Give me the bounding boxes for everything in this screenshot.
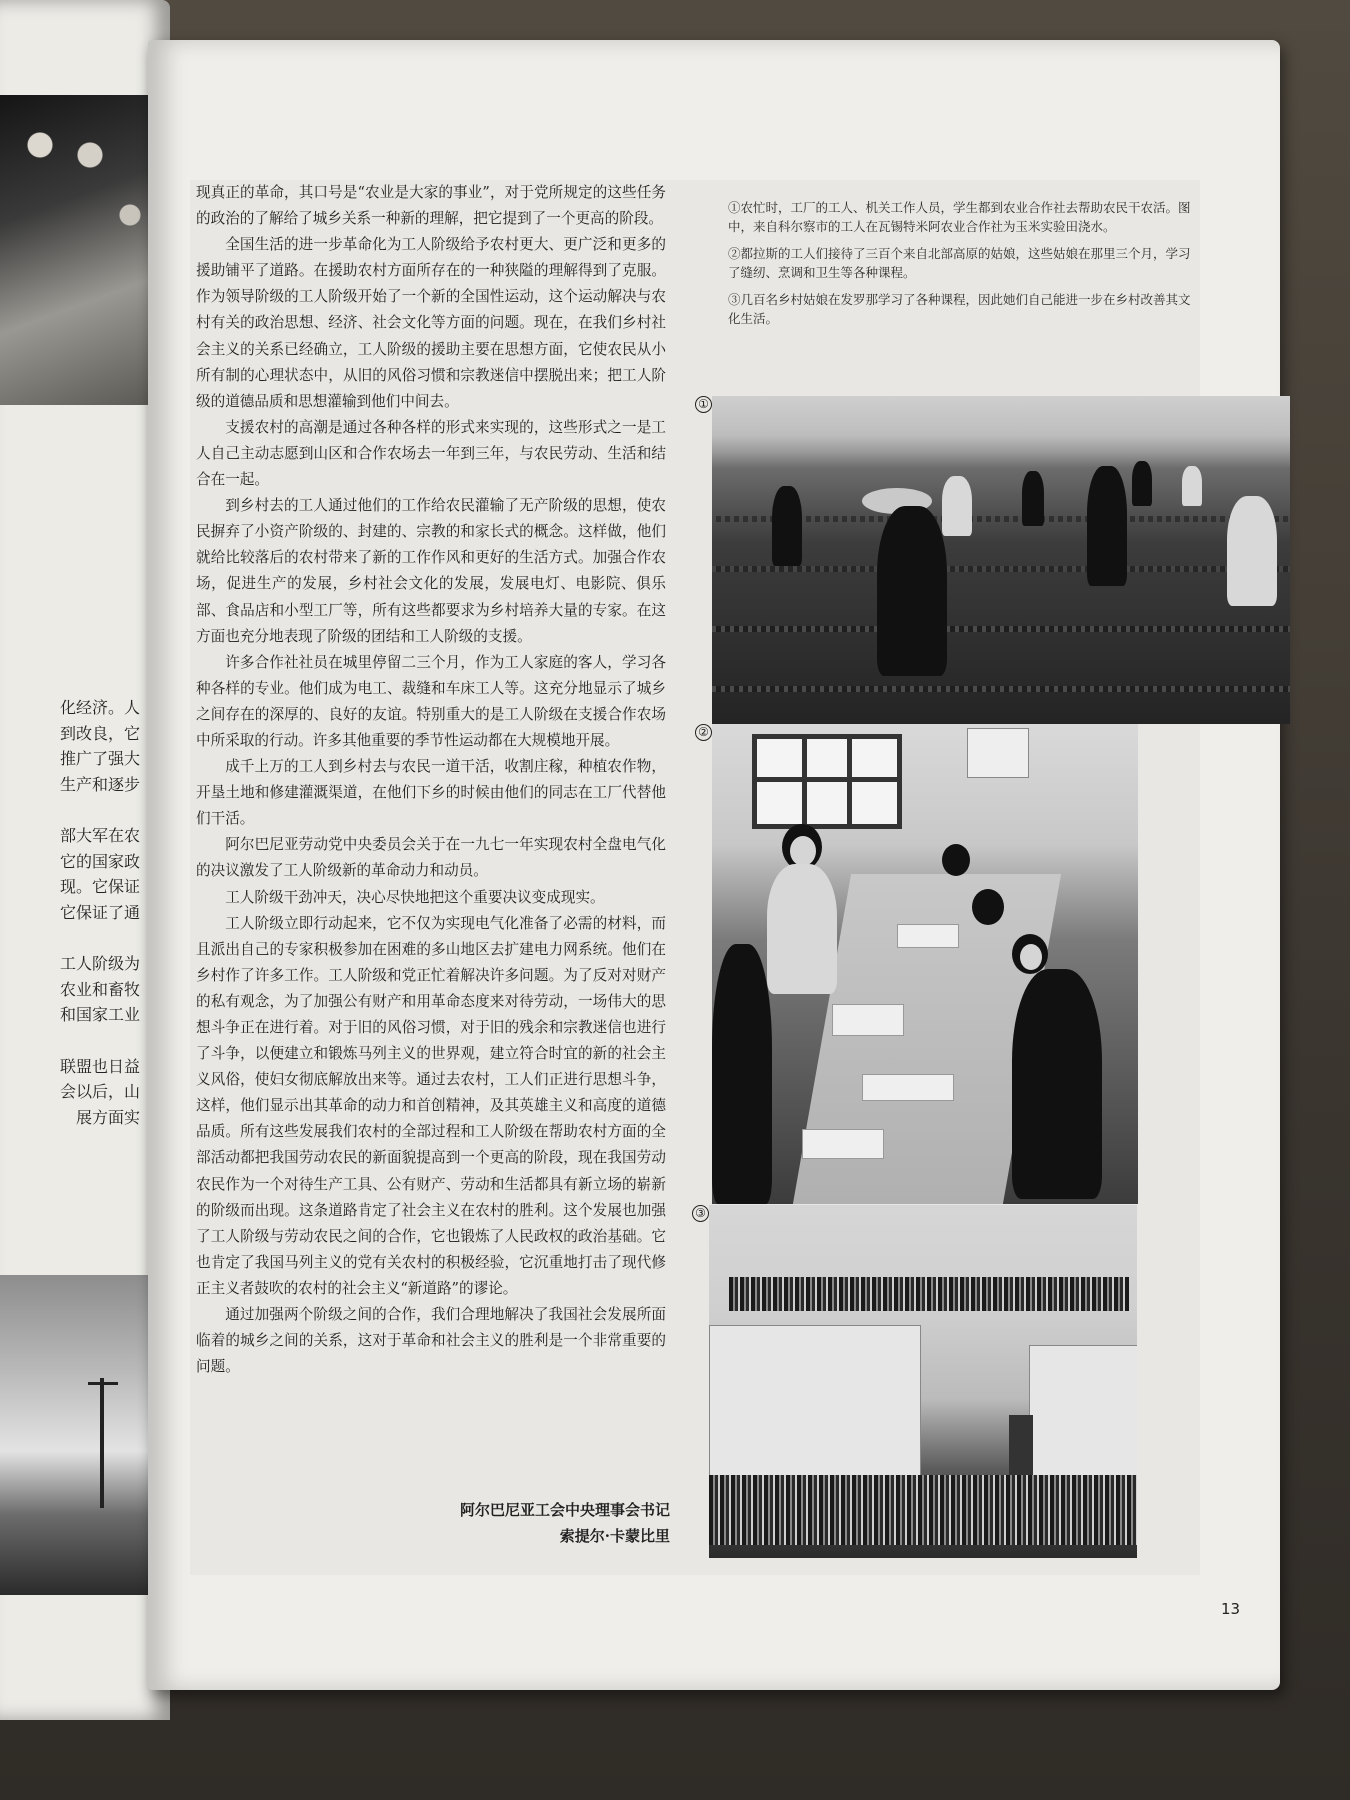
student-head — [942, 844, 970, 876]
worker-figure — [877, 506, 947, 676]
paper-sheet — [832, 1004, 904, 1036]
crop-row — [712, 566, 1290, 572]
article-paragraph: 许多合作社社员在城里停留二三个月，作为工人家庭的客人，学习各种各样的专业。他们成为电工、裁缝和车床工人等。这充分地显示了城乡之间存在的深厚的、良好的友谊。特别重大的是工人阶级在支援合作农场中所采取的行动。许多其他重要的季节性运动都在大规模地开展。 — [196, 653, 666, 749]
caption-2: ②都拉斯的工人们接待了三百个来自北部高原的姑娘，这些姑娘在那里三个月，学习了缝纫、烹调和卫生等各种课程。 — [728, 246, 1191, 280]
building-left — [709, 1325, 921, 1477]
photo-village-girls — [709, 1205, 1137, 1558]
classroom-window — [752, 734, 902, 829]
author-title: 阿尔巴尼亚工会中央理事会书记 — [459, 1501, 670, 1519]
worker-figure — [1182, 466, 1202, 506]
crop-row — [712, 626, 1290, 632]
article-paragraph: 工人阶级立即行动起来，它不仅为实现电气化准备了必需的材料，而且派出自己的专家积极参加在困难的多山地区去扩建电力网系统。他们在乡村作了许多工作。工人阶级和党正忙着解决许多问题。为了反对对财产的私有观念，为了加强公有财产和用革命态度来对待劳动，一场伟大的思想斗争正在进行着。对于旧的风俗习惯，对于旧的残余和宗教迷信也进行了斗争，以便建立和锻炼马列主义的世界观，建立符合时宜的新的社会主义风俗，使妇女彻底解放出来等。通过去农村，工人们正进行思想斗争，这样，他们显示出其革命的动力和首创精神，及其英雄主义和高度的道德品质。所有这些发展我们农村的全部过程和工人阶级在帮助农村方面的全部活动都把我国劳动农民的新面貌提高到一个更高的阶段，现在我国劳动农民作为一个对待生产工具、公有财产、劳动和生活都具有新立场的崭新的阶级而出现。这条道路肯定了社会主义在农村的胜利。这个发展也加强了工人阶级与劳动农民之间的合作，它也锻炼了人民政权的政治基础。它也肯定了我国马列主义的党有关农村的积极经验，它沉重地打击了现代修正主义者鼓吹的农村的社会主义“新道路”的谬论。 — [196, 914, 666, 1297]
left-page-text — [0, 695, 140, 1156]
utility-pole — [100, 1378, 104, 1508]
article-paragraph: 现真正的革命，其口号是“农业是大家的事业”，对于党所规定的这些任务的政治的了解给了城乡关系一种新的理解，把它提到了一个更高的阶段。 — [196, 184, 666, 228]
article-paragraph: 通过加强两个阶级之间的合作，我们合理地解决了我国社会发展所面临着的城乡之间的关系，这对于革命和社会主义的胜利是一个非常重要的问题。 — [196, 1306, 666, 1376]
page-number: 13 — [1221, 1600, 1241, 1618]
crowd-ground — [709, 1475, 1137, 1545]
worker-figure — [1087, 466, 1127, 586]
student-head — [972, 889, 1004, 925]
photo-number-2: ② — [695, 724, 712, 741]
paper-sheet — [897, 924, 959, 948]
crop-row — [712, 686, 1290, 692]
article-paragraph: 到乡村去的工人通过他们的工作给农民灌输了无产阶级的思想，使农民摒弃了小资产阶级的、封建的、宗教的和家长式的概念。这样做，他们就给比较落后的农村带来了新的工作作风和更好的生活方式。加强合作农场，促进生产的发展，乡村社会文化的发展，发展电灯、电影院、俱乐部、食品店和小型工厂等，所有这些都要求为乡村培养大量的专家。在这方面也充分地表现了阶级的团结和工人阶级的支援。 — [196, 497, 666, 645]
left-text-block: 联盟也日益 会以后，山 展方面实 — [59, 1056, 140, 1127]
left-text-block: 部大军在农 它的国家政 现。它保证 它保证了通 — [59, 826, 140, 922]
photo-captions — [728, 198, 1198, 336]
paper-sheet — [862, 1074, 954, 1101]
teacher-face — [790, 836, 816, 866]
left-photo-landscape — [0, 1275, 160, 1595]
worker-figure — [1022, 471, 1044, 526]
left-photo-meeting — [0, 95, 160, 405]
author-name: 索提尔·卡蒙比里 — [559, 1527, 670, 1545]
paper-sheet — [802, 1129, 884, 1159]
student-figure — [1012, 969, 1102, 1199]
article-body — [196, 180, 666, 1380]
student-figure — [712, 944, 772, 1204]
photo-sewing-class — [712, 724, 1138, 1204]
photo-number-3: ③ — [692, 1205, 709, 1222]
utility-pole-crossbar — [88, 1382, 118, 1385]
article-paragraph: 阿尔巴尼亚劳动党中央委员会关于在一九七一年实现农村全盘电气化的决议激发了工人阶级新的革命动力和动员。 — [196, 836, 666, 880]
worker-figure — [942, 476, 972, 536]
caption-3: ③几百名乡村姑娘在发罗那学习了各种课程，因此她们自己能进一步在乡村改善其文化生活。 — [728, 292, 1191, 326]
worker-figure — [1227, 496, 1277, 606]
article-paragraph: 全国生活的进一步革命化为工人阶级给予农村更大、更广泛和更多的援助铺平了道路。在援助农村方面所存在的一种狭隘的理解得到了克服。作为领导阶级的工人阶级开始了一个新的全国性运动，这个运动解决与农村有关的政治思想、经济、社会文化等方面的问题。现在，在我们乡村社会主义的关系已经确立，工人阶级的援助主要在思想方面，它使农民从小所有制的心理状态中，从旧的风俗习惯和宗教迷信中摆脱出来；把工人阶级的道德品质和思想灌输到他们中间去。 — [196, 236, 666, 410]
caption-1: ①农忙时，工厂的工人、机关工作人员，学生都到农业合作社去帮助农民干农活。图中，来自科尔察市的工人在瓦锡特米阿农业合作社为玉米实验田浇水。 — [728, 200, 1191, 234]
author-signature — [370, 1497, 670, 1549]
article-paragraph: 成千上万的工人到乡村去与农民一道干活，收割庄稼，种植农作物，开垦土地和修建灌溉渠道，在他们下乡的时候由他们的同志在工厂代替他们干活。 — [196, 758, 666, 828]
left-text-block: 工人阶级为 农业和畜牧 和国家工业 — [59, 954, 140, 1024]
worker-figure — [772, 486, 802, 566]
teacher-figure — [767, 864, 837, 994]
left-facing-page — [0, 0, 170, 1720]
left-text-block: 化经济。人 到改良，它 推广了强大 生产和逐步 — [59, 698, 140, 794]
doorway — [1009, 1415, 1033, 1475]
student-face — [1020, 944, 1042, 970]
wall-poster — [967, 728, 1029, 778]
article-paragraph: 支援农村的高潮是通过各种各样的形式来实现的，这些形式之一是工人自己主动志愿到山区和合作农场去一年到三年，与农民劳动、生活和结合在一起。 — [196, 418, 666, 489]
photo-number-1: ① — [695, 396, 712, 413]
worker-figure — [1132, 461, 1152, 506]
crowd-rooftop — [729, 1277, 1129, 1311]
photo-field-workers — [712, 396, 1290, 724]
article-paragraph: 工人阶级干劲冲天，决心尽快地把这个重要决议变成现实。 — [225, 888, 605, 906]
